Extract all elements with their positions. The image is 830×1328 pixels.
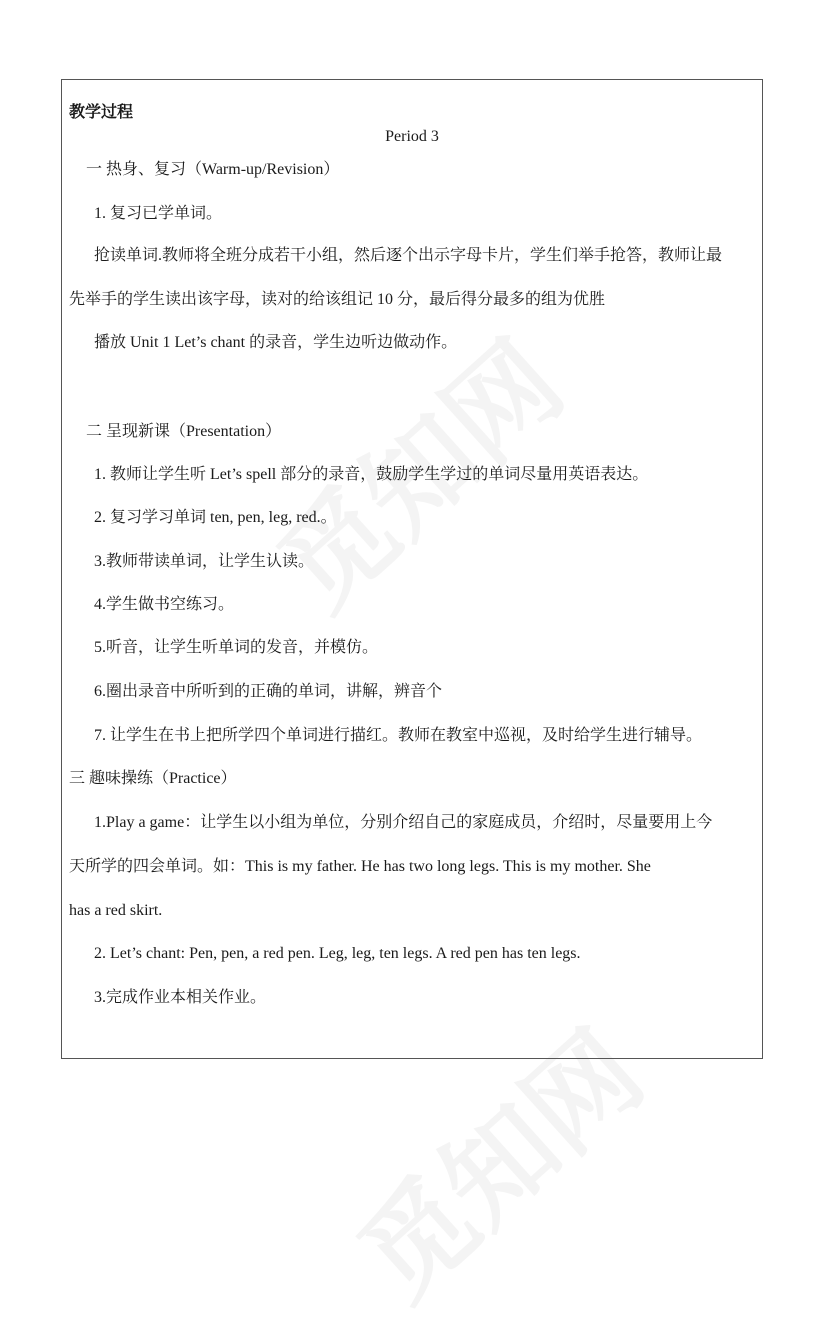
section-title-practice: 三 趣味操练（Practice） — [69, 770, 237, 787]
section-heading: 教学过程 — [69, 104, 134, 121]
practice-line-5: 3.完成作业本相关作业。 — [94, 989, 267, 1006]
presentation-line-7: 7. 让学生在书上把所学四个单词进行描红。教师在教室中巡视，及时给学生进行辅导。 — [94, 727, 703, 744]
presentation-line-6: 6.圈出录音中所听到的正确的单词，讲解，辨音个 — [94, 683, 443, 700]
warmup-line-3: 先举手的学生读出该字母，读对的给该组记 10 分，最后得分最多的组为优胜 — [69, 291, 606, 308]
period-title: Period 3 — [385, 128, 439, 145]
lesson-plan-box — [61, 79, 763, 1059]
section-title-presentation: 二 呈现新课（Presentation） — [86, 423, 282, 440]
practice-line-4: 2. Let’s chant: Pen, pen, a red pen. Leg, leg, ten legs. A red pen has ten legs. — [94, 945, 581, 962]
presentation-line-3: 3.教师带读单词，让学生认读。 — [94, 553, 315, 570]
practice-line-1: 1.Play a game：让学生以小组为单位，分别介绍自己的家庭成员，介绍时，尽量要用上今 — [94, 814, 713, 831]
warmup-line-1: 1. 复习已学单词。 — [94, 205, 223, 222]
warmup-line-4: 播放 Unit 1 Let’s chant 的录音，学生边听边做动作。 — [94, 334, 458, 351]
presentation-line-2: 2. 复习学习单词 ten, pen, leg, red.。 — [94, 509, 337, 526]
presentation-line-5: 5.听音，让学生听单词的发音，并模仿。 — [94, 639, 379, 656]
practice-line-3: has a red skirt. — [69, 902, 163, 919]
warmup-line-2: 抢读单词.教师将全班分成若干小组，然后逐个出示字母卡片，学生们举手抢答，教师让最 — [94, 247, 723, 264]
section-title-warmup: 一 热身、复习（Warm-up/Revision） — [86, 161, 340, 178]
presentation-line-1: 1. 教师让学生听 Let’s spell 部分的录音，鼓励学生学过的单词尽量用英语表达。 — [94, 466, 649, 483]
presentation-line-4: 4.学生做书空练习。 — [94, 596, 235, 613]
practice-line-2: 天所学的四会单词。如：This is my father. He has two long legs. This is my mother. She — [69, 858, 651, 875]
